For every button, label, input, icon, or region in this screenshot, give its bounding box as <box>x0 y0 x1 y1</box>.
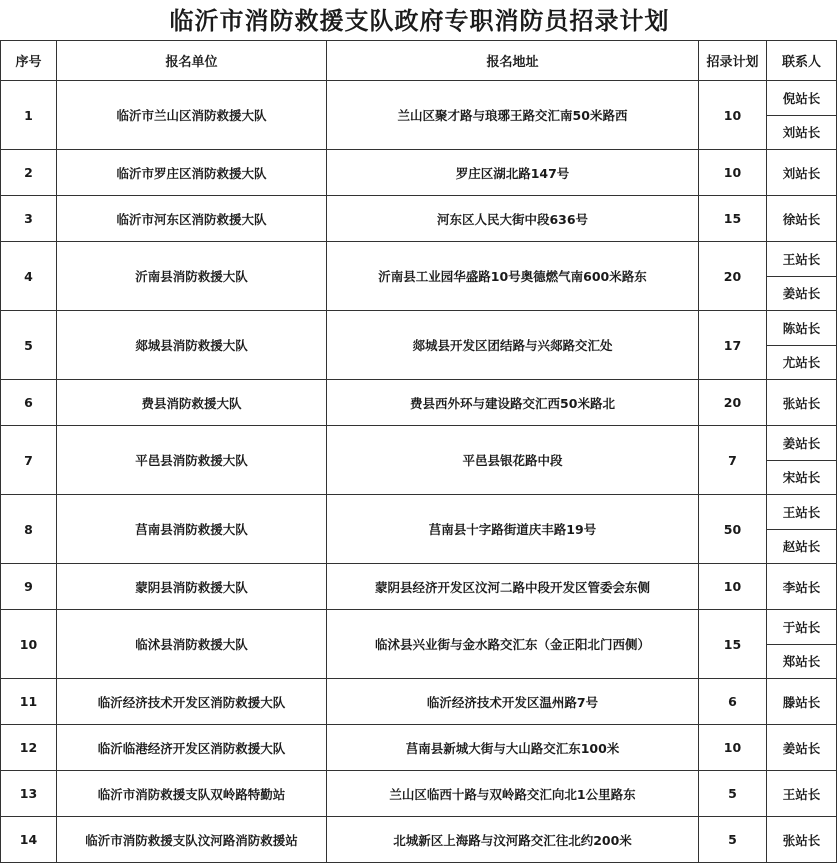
cell-contact: 陈站长 <box>767 311 837 346</box>
cell-plan: 10 <box>699 150 767 196</box>
cell-address: 莒南县十字路街道庆丰路19号 <box>327 495 699 564</box>
cell-address: 河东区人民大街中段636号 <box>327 196 699 242</box>
cell-address: 费县西外环与建设路交汇西50米路北 <box>327 380 699 426</box>
table-row <box>1 380 837 426</box>
cell-unit: 平邑县消防救援大队 <box>57 426 327 495</box>
cell-seq: 11 <box>1 679 57 725</box>
cell-contact: 宋站长 <box>767 460 837 495</box>
cell-unit: 临沂市消防救援支队双岭路特勤站 <box>57 771 327 817</box>
cell-contact: 刘站长 <box>767 150 837 196</box>
cell-address: 郯城县开发区团结路与兴郯路交汇处 <box>327 311 699 380</box>
cell-plan: 15 <box>699 196 767 242</box>
cell-unit: 临沂市罗庄区消防救援大队 <box>57 150 327 196</box>
header-address: 报名地址 <box>327 41 699 81</box>
cell-seq: 5 <box>1 311 57 380</box>
table-row <box>1 150 837 196</box>
table-row <box>1 771 837 817</box>
cell-unit: 临沂经济技术开发区消防救援大队 <box>57 679 327 725</box>
cell-unit: 临沂市河东区消防救援大队 <box>57 196 327 242</box>
table-row <box>1 426 837 461</box>
page-title: 临沂市消防救援支队政府专职消防员招录计划 <box>169 7 670 35</box>
table-row <box>1 242 837 277</box>
cell-address: 兰山区临西十路与双岭路交汇向北1公里路东 <box>327 771 699 817</box>
cell-seq: 12 <box>1 725 57 771</box>
table-body <box>1 81 837 863</box>
cell-contact: 姜站长 <box>767 276 837 311</box>
cell-contact: 徐站长 <box>767 196 837 242</box>
cell-address: 临沂经济技术开发区温州路7号 <box>327 679 699 725</box>
cell-plan: 5 <box>699 817 767 863</box>
cell-address: 蒙阴县经济开发区汶河二路中段开发区管委会东侧 <box>327 564 699 610</box>
cell-address: 罗庄区湖北路147号 <box>327 150 699 196</box>
table-row <box>1 725 837 771</box>
cell-seq: 6 <box>1 380 57 426</box>
cell-seq: 14 <box>1 817 57 863</box>
table-row <box>1 311 837 346</box>
header-unit: 报名单位 <box>57 41 327 81</box>
table-row <box>1 564 837 610</box>
cell-unit: 沂南县消防救援大队 <box>57 242 327 311</box>
cell-plan: 15 <box>699 610 767 679</box>
cell-address: 兰山区聚才路与琅琊王路交汇南50米路西 <box>327 81 699 150</box>
cell-contact: 张站长 <box>767 817 837 863</box>
table-row <box>1 196 837 242</box>
cell-unit: 临沂市兰山区消防救援大队 <box>57 81 327 150</box>
cell-plan: 17 <box>699 311 767 380</box>
cell-unit: 临沭县消防救援大队 <box>57 610 327 679</box>
cell-unit: 费县消防救援大队 <box>57 380 327 426</box>
cell-contact: 王站长 <box>767 242 837 277</box>
cell-contact: 郑站长 <box>767 644 837 679</box>
cell-contact: 赵站长 <box>767 529 837 564</box>
cell-address: 沂南县工业园华盛路10号奥德燃气南600米路东 <box>327 242 699 311</box>
cell-seq: 9 <box>1 564 57 610</box>
cell-unit: 临沂市消防救援支队汶河路消防救援站 <box>57 817 327 863</box>
cell-seq: 2 <box>1 150 57 196</box>
cell-seq: 1 <box>1 81 57 150</box>
cell-unit: 临沂临港经济开发区消防救援大队 <box>57 725 327 771</box>
header-contact: 联系人 <box>767 41 837 81</box>
cell-contact: 倪站长 <box>767 81 837 116</box>
cell-seq: 7 <box>1 426 57 495</box>
cell-plan: 20 <box>699 380 767 426</box>
cell-plan: 10 <box>699 725 767 771</box>
cell-unit: 郯城县消防救援大队 <box>57 311 327 380</box>
recruitment-table <box>0 40 837 863</box>
table-row <box>1 610 837 645</box>
cell-unit: 莒南县消防救援大队 <box>57 495 327 564</box>
cell-contact: 李站长 <box>767 564 837 610</box>
table-row <box>1 81 837 116</box>
cell-plan: 10 <box>699 81 767 150</box>
table-row <box>1 495 837 530</box>
cell-address: 临沭县兴业街与金水路交汇东（金正阳北门西侧） <box>327 610 699 679</box>
cell-plan: 5 <box>699 771 767 817</box>
cell-plan: 50 <box>699 495 767 564</box>
cell-unit: 蒙阴县消防救援大队 <box>57 564 327 610</box>
header-row <box>1 41 837 81</box>
cell-contact: 张站长 <box>767 380 837 426</box>
cell-contact: 尤站长 <box>767 345 837 380</box>
cell-contact: 姜站长 <box>767 426 837 461</box>
cell-address: 北城新区上海路与汶河路交汇往北约200米 <box>327 817 699 863</box>
cell-seq: 8 <box>1 495 57 564</box>
cell-contact: 于站长 <box>767 610 837 645</box>
table-row <box>1 679 837 725</box>
header-plan: 招录计划 <box>699 41 767 81</box>
cell-contact: 王站长 <box>767 495 837 530</box>
cell-seq: 13 <box>1 771 57 817</box>
cell-plan: 6 <box>699 679 767 725</box>
cell-plan: 7 <box>699 426 767 495</box>
cell-contact: 姜站长 <box>767 725 837 771</box>
cell-address: 平邑县银花路中段 <box>327 426 699 495</box>
cell-plan: 10 <box>699 564 767 610</box>
cell-contact: 王站长 <box>767 771 837 817</box>
cell-seq: 10 <box>1 610 57 679</box>
cell-address: 莒南县新城大街与大山路交汇东100米 <box>327 725 699 771</box>
cell-seq: 3 <box>1 196 57 242</box>
cell-plan: 20 <box>699 242 767 311</box>
cell-contact: 滕站长 <box>767 679 837 725</box>
header-seq: 序号 <box>1 41 57 81</box>
table-row <box>1 817 837 863</box>
cell-seq: 4 <box>1 242 57 311</box>
cell-contact: 刘站长 <box>767 115 837 150</box>
